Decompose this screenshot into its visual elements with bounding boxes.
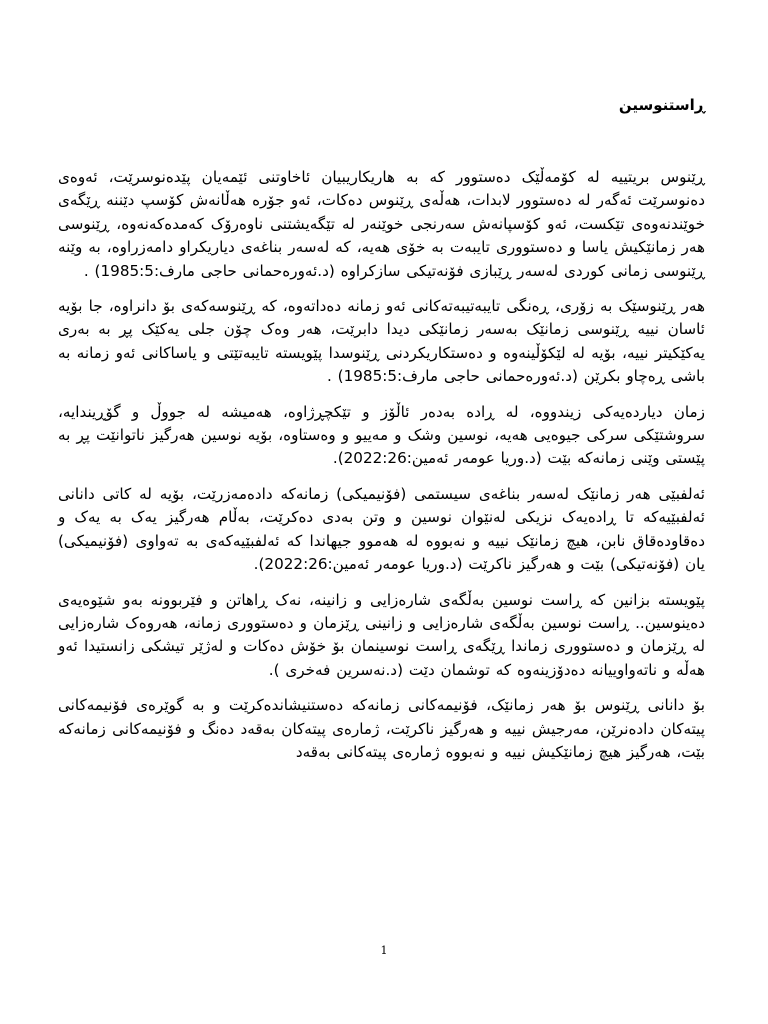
page-title: ڕاستنوسین [618,96,705,114]
paragraph: پێویستە بزانین کە ڕاست نوسین بەڵگەی شارەزایی و زانینە، نەک ڕاهاتن و فێربوونە بەو شێوەیەی دەینوسین.. ڕاست نوسین بەڵگەی شارەزایی و زانینی ڕێزمان و دەستووری زمانە، هەروەک شارەزایی لە ڕێزمان و دەستووری زماندا ڕێگەی ڕاست نوسینمان بۆ خۆش دەکات و لەژێر تیشکی زانستیدا ئەو هەڵە و ناتەواوییانە دەدۆزینەوە کە توشمان دێت (د.نەسرین فەخری ). [58,590,705,679]
paragraph: ڕێنوس بریتییە لە کۆمەڵێک دەستوور کە بە هاریکاریبیان ئاخاوتنی ئێمەیان پێدەنوسرێت، ئەوەی دەنوسرێت ئەگەر لە دەستوور لابدات، هەڵەی ڕێنوس دەکات، ئەو جۆرە هەڵانەش کۆسپ دێننە ڕێگەی خوێندنەوەی تێکست، ئەو کۆسپانەش سەرنجی خوێنەر لە تێگەیشتنی ناوەرۆک کەمدەکەنەوە، ڕێنوسی هەر زمانێکیش یاسا و دەستووری تایبەت بە خۆی هەیە، کە لەسەر بناغەی دیاریکراو دامەزراوە، بە وێنە ڕێنوسی زمانی کوردی لەسەر ڕێبازی فۆنەتیکی سازکراوە (د.ئەورەحمانی حاجی مارف:1985:5) . [58,168,705,280]
page-number: 1 [380,944,388,957]
paragraph: ئەلفبێی هەر زمانێک لەسەر بناغەی سیستمی (فۆنیمیکی) زمانەکە دادەمەزرێت، بۆیە لە کاتی دانانی ئەلفبێیەکە تا ڕادەیەک نزیکی لەنێوان نوسین و وتن بەدی دەکرێت، بەڵام هەرگیز یەک بە یەک و دەقاودەقاق نابن، هیچ زمانێک نییە و نەبووە لە هەموو جیهاندا کە ئەلفبێیەکەی بە تەواوی (فۆنیمیکی) یان (فۆنەتیکی) بێت و هەرگیز ناکرێت (د.وریا عومەر ئەمین:2022:26). [58,484,705,574]
paragraph: هەر ڕێنوسێک بە زۆری، ڕەنگی تایبەتیبەتەکانی ئەو زمانە دەداتەوە، کە ڕێنوسەکەی بۆ دانراوە، جا بۆیە ئاسان نییە ڕێنوسی زمانێک بەسەر زمانێکی دیدا دابرێت، هەر وەک چۆن جلی یەکێک پڕ بە بەری یەکێکیتر نییە، بۆیە لە لێکۆڵینەوە و دەستکاریکردنی ڕێنوسدا پێویستە تایبەتێتی و یاساکانی ئەو زمانە بە باشی ڕەچاو بکرێن (د.ئەورەحمانی حاجی مارف:1985:5) . [58,297,705,386]
paragraph: زمان دیاردەیەکی زیندووە، لە ڕادە بەدەر ئاڵۆز و تێکچڕژاوە، هەمیشە لە جووڵ و گۆڕیندایە، سروشتێکی سرکی جیوەیی هەیە، نوسین وشک و مەییو و وەستاوە، بۆیە نوسین هەرگیز ناتوانێت پڕ بە پێستی وێنی زمانەکە بێت (د.وریا عومەر ئەمین:2022:26). [58,402,705,468]
paragraph: بۆ دانانی ڕێنوس بۆ هەر زمانێک، فۆنیمەکانی زمانەکە دەستنیشاندەکرێت و بە گوێرەی فۆنیمەکانی پیتەکان دادەنرێن، مەرجیش نییە و هەرگیز ناکرێت، ژمارەی پیتەکان بەقەد دەنگ و فۆنیمەکانی زمانەکە بێت، هەرگیز هیچ زمانێکیش نییە و نەبووە ژمارەی پیتەکانی بەقەد [58,696,705,761]
